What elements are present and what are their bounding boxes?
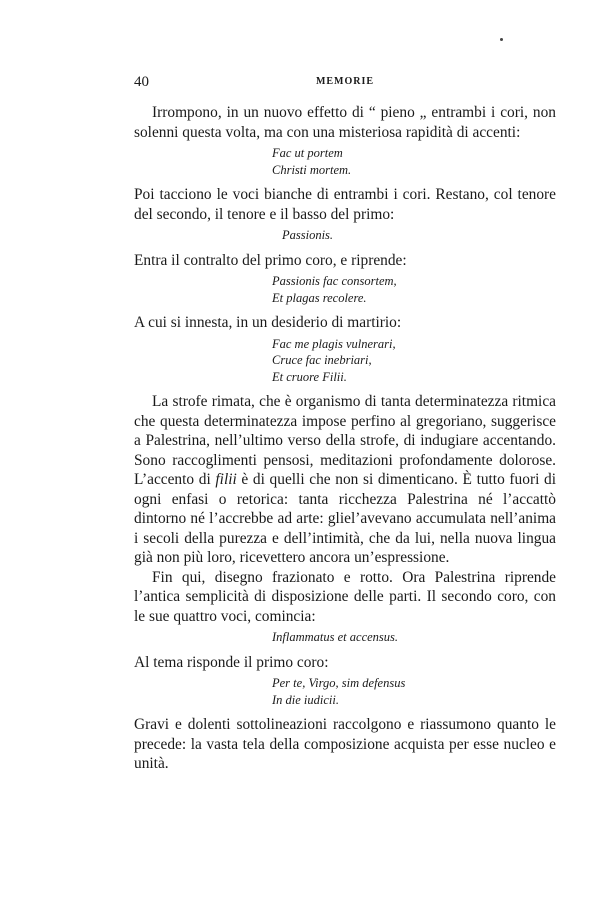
body-text bbox=[134, 103, 556, 774]
verse-quote bbox=[272, 629, 556, 646]
page-number: 40 bbox=[134, 74, 149, 90]
verse-line: In die iudicii. bbox=[272, 692, 339, 707]
paragraph: Poi tacciono le voci bianche di entrambi i cori. Restano, col tenore del secondo, il tenore e il basso del primo: bbox=[134, 186, 556, 223]
verse-line: Et cruore Filii. bbox=[272, 369, 347, 384]
verse-line: Fac ut portem bbox=[272, 146, 343, 160]
running-head: MEMORIE bbox=[315, 76, 375, 87]
page-header bbox=[134, 74, 556, 92]
emphasis-word: filii bbox=[215, 471, 237, 488]
verse-quote bbox=[272, 336, 556, 386]
verse-line: Christi mortem. bbox=[272, 162, 352, 177]
paragraph bbox=[134, 392, 556, 568]
paragraph: Al tema risponde il primo coro: bbox=[134, 653, 329, 671]
speck-mark bbox=[500, 38, 503, 41]
verse-line: Fac me plagis vulnerari, bbox=[272, 336, 396, 351]
verse-line: Passionis. bbox=[282, 228, 334, 242]
verse-line: Per te, Virgo, sim defensus bbox=[272, 676, 406, 690]
verse-quote bbox=[272, 675, 556, 708]
paragraph: Entra il contralto del primo coro, e riprende: bbox=[134, 251, 407, 269]
verse-line: Et plagas recolere. bbox=[272, 290, 367, 305]
verse-line: Cruce fac inebriari, bbox=[272, 353, 372, 367]
verse-quote bbox=[282, 227, 556, 244]
paragraph: Gravi e dolenti sottolineazioni raccolgono e riassumono quanto le precede: la vasta tela della composizione acquista per esse nucleo e unità. bbox=[134, 716, 556, 772]
verse-quote bbox=[272, 273, 556, 306]
verse-quote bbox=[272, 145, 556, 178]
paragraph: A cui si innesta, in un desiderio di martirio: bbox=[134, 314, 402, 331]
verse-line: Passionis fac consortem, bbox=[272, 274, 397, 288]
paragraph-text: La strofe rimata, che è organismo di tanta determinatezza ritmica che questa determinatezza impose perfino al gregoriano, suggerisce a Palestrina, nell’ultimo verso della strofe, di indugiare accentando. Sono raccoglimenti pensosi, meditazioni profondamente dolorose. L’accento di bbox=[134, 393, 556, 488]
paragraph-text: è di quelli che non si dimenticano. È tutto fuori di ogni enfasi o retorica: tanta ricchezza Palestrina né l’accattò dintorno né l’accrebbe ad arte: gliel’avevano accumulata nell’anima i secoli della purezza e dell’intimità, che da lui, nella nuova lingua già non più loro, ricevettero ancora un’espressione. bbox=[134, 471, 556, 566]
paragraph: Irrompono, in un nuovo effetto di “ pieno „ entrambi i cori, non solenni questa volta, ma con una misteriosa rapidità di accenti: bbox=[134, 104, 556, 141]
paragraph: Fin qui, disegno frazionato e rotto. Ora Palestrina riprende l’antica semplicità di disposizione delle parti. Il secondo coro, con le sue quattro voci, comincia: bbox=[134, 568, 556, 625]
verse-line: Inflammatus et accensus. bbox=[272, 630, 399, 644]
